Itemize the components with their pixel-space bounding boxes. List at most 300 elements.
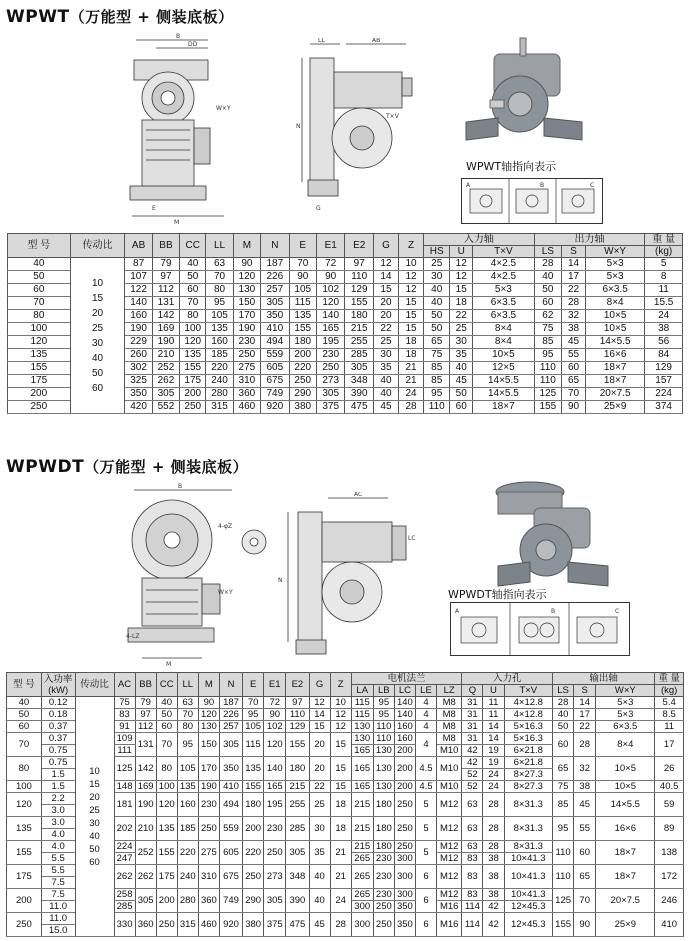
dim-cell: 102 xyxy=(264,721,286,733)
output-cell: 32 xyxy=(574,757,596,781)
table-cell: 157 xyxy=(645,375,683,388)
table-cell: 35 xyxy=(373,362,398,375)
bore-cell: 8×27.3 xyxy=(504,781,553,793)
table-cell: 6×3.5 xyxy=(473,310,535,323)
output-cell: 5×3 xyxy=(596,697,655,709)
table-cell: 12 xyxy=(399,271,424,284)
table-cell: 374 xyxy=(645,401,683,414)
table-cell: 250 xyxy=(180,401,206,414)
header-col: T×V xyxy=(473,246,535,258)
dim-cell: 105 xyxy=(177,757,198,781)
bore-cell: 6×21.8 xyxy=(504,745,553,757)
table-cell: 140 xyxy=(125,297,152,310)
header-col: E2 xyxy=(345,234,374,258)
table-cell: 24 xyxy=(645,310,683,323)
label-ll: LL xyxy=(318,38,325,44)
table-cell: 155 xyxy=(180,362,206,375)
dim-cell: 40 xyxy=(309,865,330,889)
output-cell: 50 xyxy=(553,721,574,733)
arrow-label-b-2: B xyxy=(551,608,556,615)
table-cell: 60 xyxy=(534,297,561,310)
bore-cell: 24 xyxy=(483,781,504,793)
table-cell: 12 xyxy=(399,284,424,297)
table-cell: 302 xyxy=(125,362,152,375)
model-cell: 200 xyxy=(7,889,42,913)
ratio-cell: 10 15 20 25 30 40 50 60 xyxy=(70,258,125,414)
table-cell: 187 xyxy=(261,258,290,271)
table-cell: 100 xyxy=(8,323,71,336)
table-cell: 180 xyxy=(289,336,316,349)
table-cell: 75 xyxy=(534,323,561,336)
output-cell: 20×7.5 xyxy=(596,889,655,913)
bore-cell: 19 xyxy=(483,745,504,757)
table-cell: 135 xyxy=(180,349,206,362)
flange-cell: 350 xyxy=(394,913,415,937)
dim-cell: 749 xyxy=(219,889,242,913)
bore-cell: 31 xyxy=(462,709,483,721)
wpwdt-table-body xyxy=(7,697,684,937)
flange-cell: 300 xyxy=(394,853,415,865)
table-cell: 170 xyxy=(233,310,260,323)
weight-cell: 89 xyxy=(655,817,684,841)
table-cell: 110 xyxy=(345,271,374,284)
table-cell: 18×7 xyxy=(585,375,644,388)
dim-cell: 83 xyxy=(114,709,135,721)
dim-cell: 18 xyxy=(330,817,351,841)
bore-cell: 63 xyxy=(462,817,483,841)
table-row xyxy=(8,258,683,271)
dim-cell: 285 xyxy=(286,817,309,841)
table-cell: 175 xyxy=(8,375,71,388)
shaft-direction-caption-2: WPWDT轴指向表示 xyxy=(448,588,547,601)
table-cell: 20 xyxy=(373,310,398,323)
table-cell: 230 xyxy=(316,349,345,362)
dim-cell: 91 xyxy=(114,721,135,733)
table-cell: 20 xyxy=(373,297,398,310)
bore-cell: 5×16.3 xyxy=(504,733,553,745)
header-col: T×V xyxy=(504,685,553,697)
table-cell: 135 xyxy=(289,310,316,323)
dim-cell: 250 xyxy=(243,865,264,889)
wpwdt-side-view-drawing xyxy=(268,492,428,672)
header-col: LA xyxy=(351,685,373,697)
dim-cell: 305 xyxy=(219,733,242,757)
dim-cell: 21 xyxy=(330,841,351,865)
flange-cell: 115 xyxy=(351,697,373,709)
power-cell: 4.0 xyxy=(41,841,75,853)
table-cell: 410 xyxy=(261,323,290,336)
output-cell: 125 xyxy=(553,889,574,913)
dim-cell: 155 xyxy=(156,841,177,865)
dim-cell: 45 xyxy=(309,913,330,937)
header-col: U xyxy=(483,685,504,697)
table-cell: 475 xyxy=(345,401,374,414)
table-cell: 4×2.5 xyxy=(473,258,535,271)
table-cell: 70 xyxy=(562,388,586,401)
table-cell: 220 xyxy=(289,362,316,375)
flange-lz-cell: M10 xyxy=(437,757,462,781)
table-cell: 195 xyxy=(316,336,345,349)
bore-cell: 83 xyxy=(462,889,483,901)
header-col: Z xyxy=(399,234,424,258)
flange-cell: 165 xyxy=(351,781,373,793)
model-cell: 175 xyxy=(7,865,42,889)
table-cell: 229 xyxy=(125,336,152,349)
bore-cell: 114 xyxy=(462,901,483,913)
dim-cell: 111 xyxy=(114,745,135,757)
dim-cell: 262 xyxy=(135,865,156,889)
model-cell: 135 xyxy=(7,817,42,841)
table-cell: 135 xyxy=(206,323,233,336)
table-cell: 135 xyxy=(8,349,71,362)
bore-cell: 8×31.3 xyxy=(504,793,553,817)
table-cell: 190 xyxy=(125,323,152,336)
output-cell: 18×7 xyxy=(596,865,655,889)
table-cell: 273 xyxy=(316,375,345,388)
side-view-drawing xyxy=(290,38,420,218)
flange-cell: 95 xyxy=(373,697,394,709)
dim-cell: 348 xyxy=(286,865,309,889)
front-view-drawing xyxy=(128,30,240,226)
table-cell: 107 xyxy=(125,271,152,284)
table-cell: 65 xyxy=(424,336,450,349)
header-output-group: 出力轴 xyxy=(534,234,645,246)
table-cell: 142 xyxy=(152,310,179,323)
weight-cell: 246 xyxy=(655,889,684,913)
table-cell: 112 xyxy=(152,284,179,297)
power-cell: 0.37 xyxy=(41,721,75,733)
flange-cell: 350 xyxy=(394,901,415,913)
dim-cell: 72 xyxy=(264,697,286,709)
table-cell: 749 xyxy=(261,388,290,401)
power-cell: 1.5 xyxy=(41,769,75,781)
dim-cell: 185 xyxy=(177,817,198,841)
table-cell: 18 xyxy=(399,336,424,349)
header-col: E2 xyxy=(286,673,309,697)
table-cell: 230 xyxy=(233,336,260,349)
power-cell: 1.5 xyxy=(41,781,75,793)
dim-cell: 257 xyxy=(219,721,242,733)
table-cell: 290 xyxy=(289,388,316,401)
dim-cell: 120 xyxy=(156,793,177,817)
power-cell: 4.0 xyxy=(41,829,75,841)
dim-cell: 305 xyxy=(286,841,309,865)
model-cell: 40 xyxy=(7,697,42,709)
table-cell: 169 xyxy=(152,323,179,336)
dim-cell: 142 xyxy=(135,757,156,781)
bore-cell: 31 xyxy=(462,733,483,745)
bore-cell: 14 xyxy=(483,733,504,745)
table-cell: 262 xyxy=(152,375,179,388)
wpwt-table-body xyxy=(8,258,683,414)
table-cell: 85 xyxy=(534,336,561,349)
table-cell: 60 xyxy=(562,362,586,375)
table-cell: 131 xyxy=(152,297,179,310)
model-cell: 100 xyxy=(7,781,42,793)
table-cell: 97 xyxy=(152,271,179,284)
flange-cell: 300 xyxy=(351,913,373,937)
bore-cell: 11 xyxy=(483,709,504,721)
output-cell: 65 xyxy=(553,757,574,781)
section2-subtitle: （万能型 + 侧装底板） xyxy=(84,458,249,476)
table-cell: 30 xyxy=(450,336,473,349)
table-cell: 260 xyxy=(125,349,152,362)
dim-cell: 90 xyxy=(198,697,219,709)
dim-cell: 28 xyxy=(330,913,351,937)
header-power: 入功率 xyxy=(43,673,73,685)
table-cell: 10×5 xyxy=(585,310,644,323)
table-cell: 50 xyxy=(424,323,450,336)
table-cell: 360 xyxy=(233,388,260,401)
table-cell: 15 xyxy=(399,323,424,336)
table-cell: 390 xyxy=(345,388,374,401)
table-cell: 25×9 xyxy=(585,401,644,414)
output-cell: 5×3 xyxy=(596,709,655,721)
dim-cell: 220 xyxy=(243,841,264,865)
header-col: BB xyxy=(135,673,156,697)
dim-cell: 262 xyxy=(114,865,135,889)
table-cell: 72 xyxy=(316,258,345,271)
table-cell: 420 xyxy=(125,401,152,414)
table-cell: 95 xyxy=(534,349,561,362)
table-cell: 310 xyxy=(233,375,260,388)
flange-cell: 265 xyxy=(351,865,373,889)
table-cell: 62 xyxy=(534,310,561,323)
flange-cell: 160 xyxy=(394,733,415,745)
dim-cell: 375 xyxy=(264,913,286,937)
table-cell: 5×3 xyxy=(585,258,644,271)
table-cell: 375 xyxy=(316,401,345,414)
table-cell: 40 xyxy=(534,271,561,284)
bore-cell: 10×41.3 xyxy=(504,889,553,901)
table-cell: 25 xyxy=(424,258,450,271)
table-cell: 15 xyxy=(373,284,398,297)
table-cell: 257 xyxy=(261,284,290,297)
table-cell: 250 xyxy=(233,349,260,362)
table-cell: 605 xyxy=(261,362,290,375)
table-cell: 14×5.5 xyxy=(473,375,535,388)
table-cell: 110 xyxy=(424,401,450,414)
dim-cell: 180 xyxy=(243,793,264,817)
output-cell: 60 xyxy=(574,841,596,865)
table-cell: 5×3 xyxy=(473,284,535,297)
power-cell: 0.75 xyxy=(41,745,75,757)
table-cell: 40 xyxy=(424,284,450,297)
power-cell: 5.5 xyxy=(41,865,75,877)
dim-cell: 494 xyxy=(219,793,242,817)
dim-cell: 559 xyxy=(219,817,242,841)
model-cell: 60 xyxy=(7,721,42,733)
bore-cell: 38 xyxy=(483,853,504,865)
header-col: AC xyxy=(114,673,135,697)
table-cell: 14 xyxy=(373,271,398,284)
output-cell: 75 xyxy=(553,781,574,793)
table-cell: 160 xyxy=(206,336,233,349)
dim-cell: 150 xyxy=(198,733,219,757)
dim-cell: 129 xyxy=(286,721,309,733)
bore-cell: 4×12.8 xyxy=(504,697,553,709)
header-col: G xyxy=(373,234,398,258)
output-cell: 110 xyxy=(553,865,574,889)
label-n: N xyxy=(296,123,301,130)
flange-cell: 250 xyxy=(373,913,394,937)
table-cell: 28 xyxy=(534,258,561,271)
flange-cell: 200 xyxy=(394,757,415,781)
dim-cell: 21 xyxy=(330,865,351,889)
bore-cell: 24 xyxy=(483,769,504,781)
power-cell: 11.0 xyxy=(41,901,75,913)
bore-cell: 8×27.3 xyxy=(504,769,553,781)
dim-cell: 97 xyxy=(286,697,309,709)
bore-cell: 38 xyxy=(483,889,504,901)
dim-cell: 200 xyxy=(156,889,177,913)
table-cell: 16×6 xyxy=(585,349,644,362)
table-cell: 6×3.5 xyxy=(473,297,535,310)
flange-lz-cell: M8 xyxy=(437,733,462,745)
table-cell: 22 xyxy=(450,310,473,323)
dim-cell: 14 xyxy=(309,709,330,721)
table-cell: 55 xyxy=(562,349,586,362)
model-cell: 80 xyxy=(7,757,42,781)
table-cell: 84 xyxy=(645,349,683,362)
dim-cell: 15 xyxy=(330,781,351,793)
table-cell: 5×3 xyxy=(585,271,644,284)
dim-cell: 250 xyxy=(156,913,177,937)
flange-cell: 200 xyxy=(394,745,415,757)
header-weight-2: 重 量 xyxy=(655,673,684,685)
table-cell: 305 xyxy=(261,297,290,310)
table-cell: 920 xyxy=(261,401,290,414)
header-col: LS xyxy=(534,246,561,258)
table-cell: 8×4 xyxy=(585,297,644,310)
dim-cell: 30 xyxy=(309,817,330,841)
bore-cell: 42 xyxy=(483,901,504,913)
flange-cell: 140 xyxy=(394,709,415,721)
dim-cell: 230 xyxy=(198,793,219,817)
table-cell: 155 xyxy=(345,297,374,310)
dim-cell: 70 xyxy=(156,733,177,757)
dim-cell: 155 xyxy=(286,733,309,757)
table-cell: 50 xyxy=(8,271,71,284)
table-cell: 63 xyxy=(206,258,233,271)
table-cell: 350 xyxy=(261,310,290,323)
bore-cell: 52 xyxy=(462,781,483,793)
label-m: M xyxy=(174,219,180,226)
table-cell: 494 xyxy=(261,336,290,349)
wpwdt-front-view-drawing xyxy=(122,482,272,672)
flange-cell: 265 xyxy=(351,889,373,901)
dim-cell: 273 xyxy=(264,865,286,889)
header-col: M xyxy=(198,673,219,697)
bore-cell: 8×31.3 xyxy=(504,817,553,841)
dim-cell: 112 xyxy=(135,721,156,733)
table-cell: 226 xyxy=(261,271,290,284)
header-input-group: 入力轴 xyxy=(424,234,535,246)
dim-cell: 60 xyxy=(156,721,177,733)
table-cell: 95 xyxy=(424,388,450,401)
dim-cell: 148 xyxy=(114,781,135,793)
flange-cell: 130 xyxy=(351,721,373,733)
header-col: S xyxy=(574,685,596,697)
dim-cell: 252 xyxy=(135,841,156,865)
dim-cell: 210 xyxy=(135,817,156,841)
power-cell: 0.12 xyxy=(41,697,75,709)
table-cell: 45 xyxy=(373,401,398,414)
table-cell: 348 xyxy=(345,375,374,388)
flange-cell: 250 xyxy=(394,817,415,841)
flange-lz-cell: M12 xyxy=(437,889,462,901)
dim-cell: 275 xyxy=(198,841,219,865)
arrow-label-a: A xyxy=(466,182,471,189)
table-cell: 85 xyxy=(424,362,450,375)
table-cell: 60 xyxy=(450,401,473,414)
dim-cell: 258 xyxy=(114,889,135,901)
table-cell: 75 xyxy=(424,349,450,362)
header-col: N xyxy=(261,234,290,258)
header-col: E1 xyxy=(316,234,345,258)
table-cell: 80 xyxy=(8,310,71,323)
table-cell: 552 xyxy=(152,401,179,414)
flange-cell: 300 xyxy=(351,901,373,913)
output-cell: 17 xyxy=(574,709,596,721)
table-cell: 8×4 xyxy=(473,336,535,349)
flange-lz-cell: M16 xyxy=(437,913,462,937)
dim-cell: 35 xyxy=(309,841,330,865)
dim-cell: 195 xyxy=(264,793,286,817)
label-4lz: 4-LZ xyxy=(126,633,140,640)
weight-cell: 11 xyxy=(655,721,684,733)
output-cell: 10×5 xyxy=(596,757,655,781)
output-cell: 65 xyxy=(574,865,596,889)
table-cell: 129 xyxy=(645,362,683,375)
output-cell: 14 xyxy=(574,697,596,709)
flange-le-cell: 6 xyxy=(415,865,436,889)
table-cell: 200 xyxy=(180,388,206,401)
label-wxy: W×Y xyxy=(216,105,231,112)
header-col: W×Y xyxy=(596,685,655,697)
dim-cell: 250 xyxy=(198,817,219,841)
table-cell: 105 xyxy=(289,284,316,297)
table-cell: 460 xyxy=(233,401,260,414)
dim-cell: 95 xyxy=(177,733,198,757)
table-cell: 155 xyxy=(534,401,561,414)
dim-cell: 315 xyxy=(177,913,198,937)
flange-cell: 230 xyxy=(373,889,394,901)
header-col: LE xyxy=(415,685,436,697)
dim-cell: 63 xyxy=(177,697,198,709)
dim-cell: 70 xyxy=(177,709,198,721)
flange-le-cell: 5 xyxy=(415,817,436,841)
dim-cell: 79 xyxy=(135,697,156,709)
table-cell: 90 xyxy=(316,271,345,284)
bore-cell: 28 xyxy=(483,793,504,817)
flange-cell: 160 xyxy=(394,721,415,733)
gearbox-photo-2 xyxy=(484,478,614,590)
bore-cell: 5×16.3 xyxy=(504,721,553,733)
flange-lz-cell: M12 xyxy=(437,865,462,889)
dim-cell: 20 xyxy=(309,733,330,757)
flange-cell: 180 xyxy=(373,841,394,853)
output-cell: 28 xyxy=(553,697,574,709)
output-cell: 85 xyxy=(553,793,574,817)
dim-cell: 24 xyxy=(330,889,351,913)
table-cell: 305 xyxy=(345,362,374,375)
table-cell: 200 xyxy=(289,349,316,362)
weight-cell: 5.4 xyxy=(655,697,684,709)
flange-cell: 200 xyxy=(394,781,415,793)
table-cell: 21 xyxy=(399,375,424,388)
output-cell: 18×7 xyxy=(596,841,655,865)
